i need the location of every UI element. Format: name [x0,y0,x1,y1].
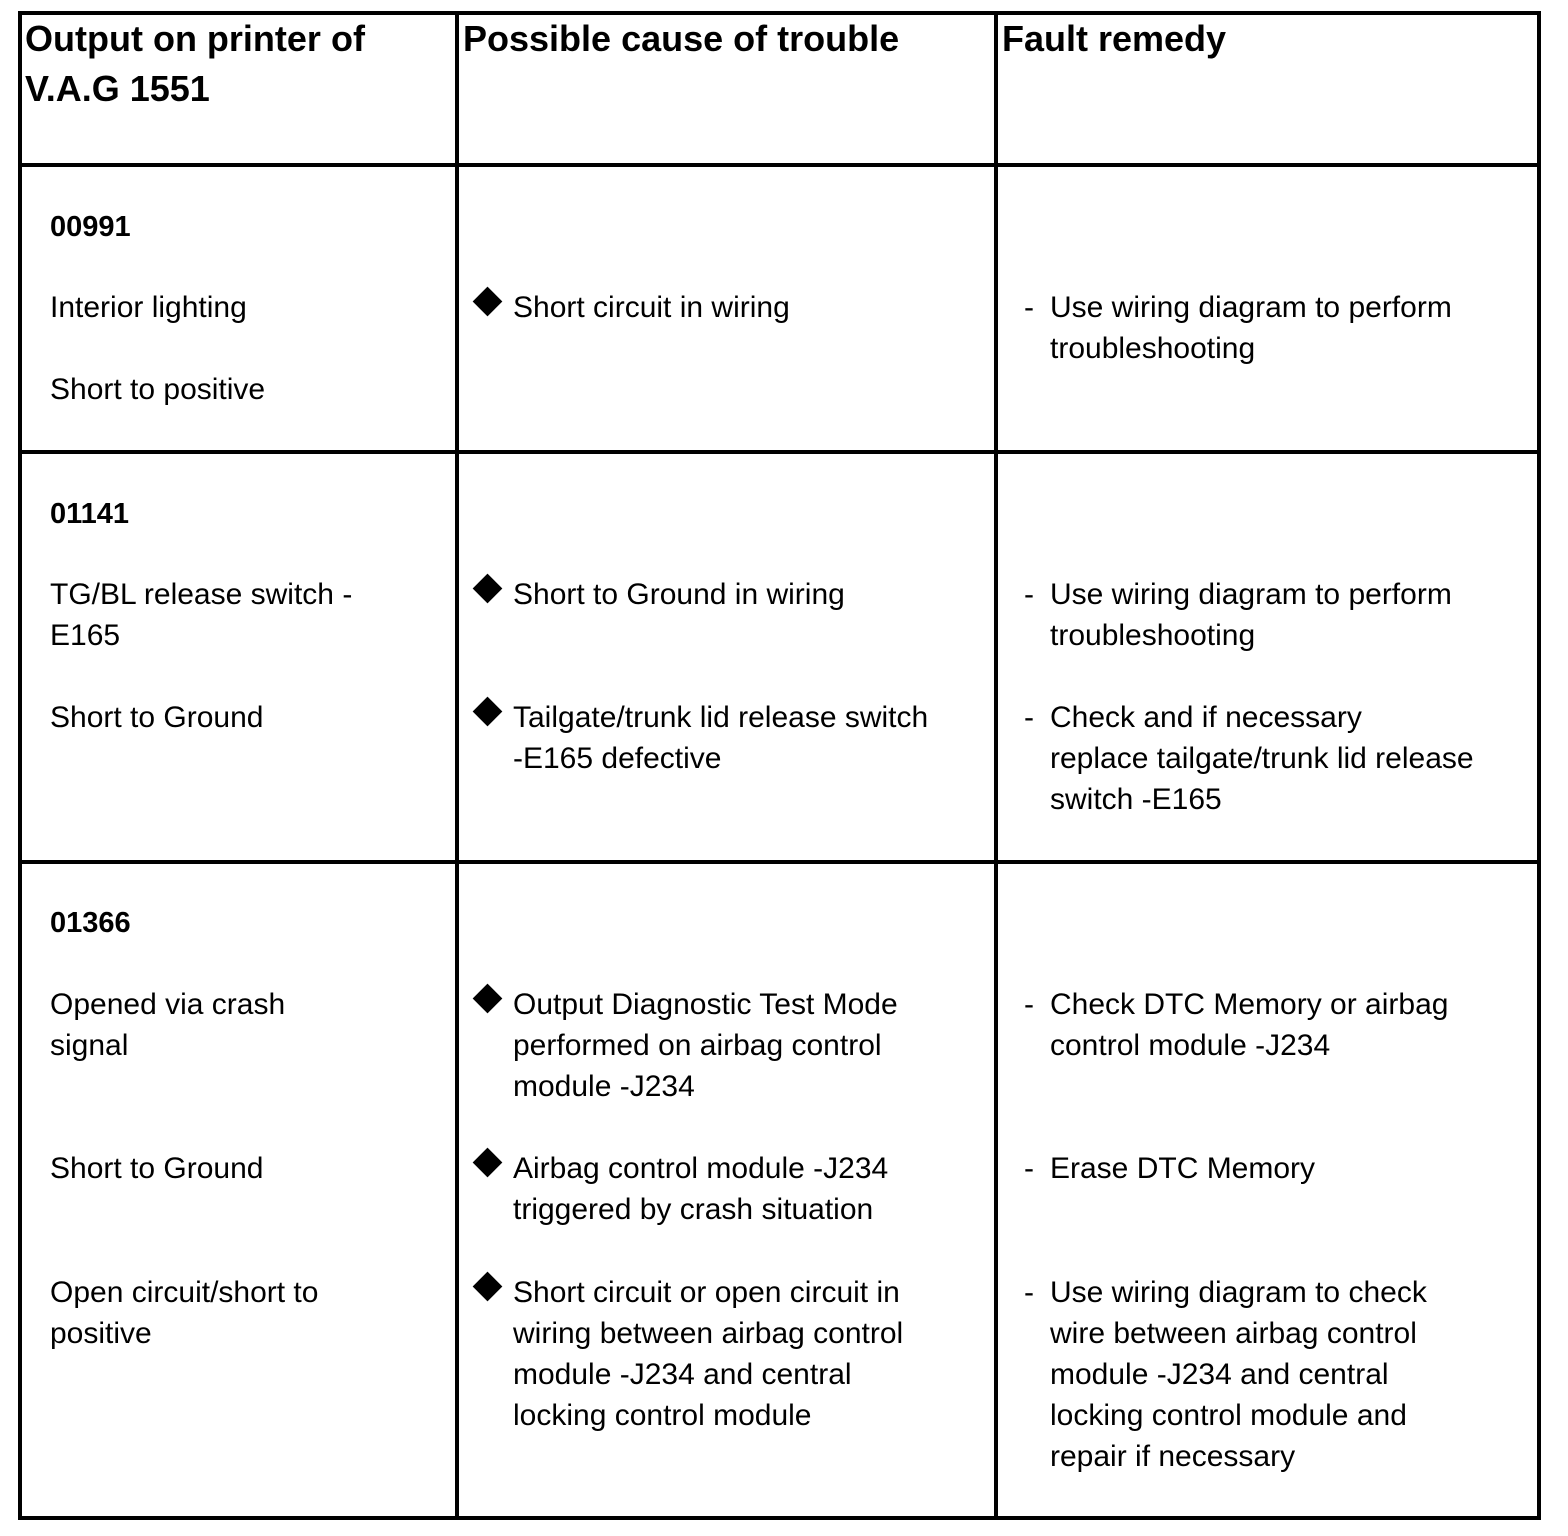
dash-marker: - [1024,578,1034,611]
output-text: positive [50,1317,152,1350]
remedy-text: Erase DTC Memory [1050,1152,1316,1185]
remedy-text: switch -E165 [1050,783,1222,816]
fault-code: 00991 [50,211,131,243]
remedy-text: Use wiring diagram to perform [1050,291,1452,324]
remedy-text: control module -J234 [1050,1029,1331,1062]
cause-text: module -J234 and central [513,1358,852,1391]
output-text: Opened via crash [50,988,286,1021]
cause-text: Short to Ground in wiring [513,578,845,611]
remedy-text: Check and if necessary [1050,701,1362,734]
row-divider [22,450,1537,454]
cause-text: triggered by crash situation [513,1193,874,1226]
remedy-text: repair if necessary [1050,1440,1296,1473]
remedy-text: locking control module and [1050,1399,1407,1432]
output-text: E165 [50,619,121,652]
fault-code: 01141 [50,498,130,530]
output-text: signal [50,1029,129,1062]
cause-text: Output Diagnostic Test Mode [513,988,898,1021]
output-text: Short to Ground [50,1152,264,1185]
column-divider [994,15,998,1516]
cause-text: locking control module [513,1399,812,1432]
cause-text: performed on airbag control [513,1029,882,1062]
remedy-text: replace tailgate/trunk lid release [1050,742,1474,775]
remedy-text: troubleshooting [1050,332,1256,365]
output-text: Interior lighting [50,291,247,324]
dash-marker: - [1024,701,1034,734]
header-cause: Possible cause of trouble [463,18,900,59]
row-divider [22,860,1537,864]
cause-text: -E165 defective [513,742,722,775]
fault-code: 01366 [50,907,131,939]
header-output-line1: Output on printer of [25,18,365,59]
output-text: TG/BL release switch - [50,578,353,611]
cause-text: Tailgate/trunk lid release switch [513,701,929,734]
dash-marker: - [1024,1152,1034,1185]
dash-marker: - [1024,988,1034,1021]
cause-text: wiring between airbag control [513,1317,904,1350]
row-divider [22,163,1537,167]
cause-text: Short circuit in wiring [513,291,790,324]
remedy-text: module -J234 and central [1050,1358,1389,1391]
output-text: Short to Ground [50,701,264,734]
header-output-line2: V.A.G 1551 [25,68,210,109]
remedy-text: Use wiring diagram to perform [1050,578,1452,611]
output-text: Open circuit/short to [50,1276,319,1309]
output-text: Short to positive [50,373,266,406]
cause-text: Airbag control module -J234 [513,1152,889,1185]
column-divider [455,15,459,1516]
remedy-text: Check DTC Memory or airbag [1050,988,1449,1021]
header-remedy: Fault remedy [1002,18,1227,59]
cause-text: module -J234 [513,1070,695,1103]
dash-marker: - [1024,291,1034,324]
remedy-text: troubleshooting [1050,619,1256,652]
cause-text: Short circuit or open circuit in [513,1276,900,1309]
remedy-text: wire between airbag control [1050,1317,1417,1350]
remedy-text: Use wiring diagram to check [1050,1276,1427,1309]
dash-marker: - [1024,1276,1034,1309]
